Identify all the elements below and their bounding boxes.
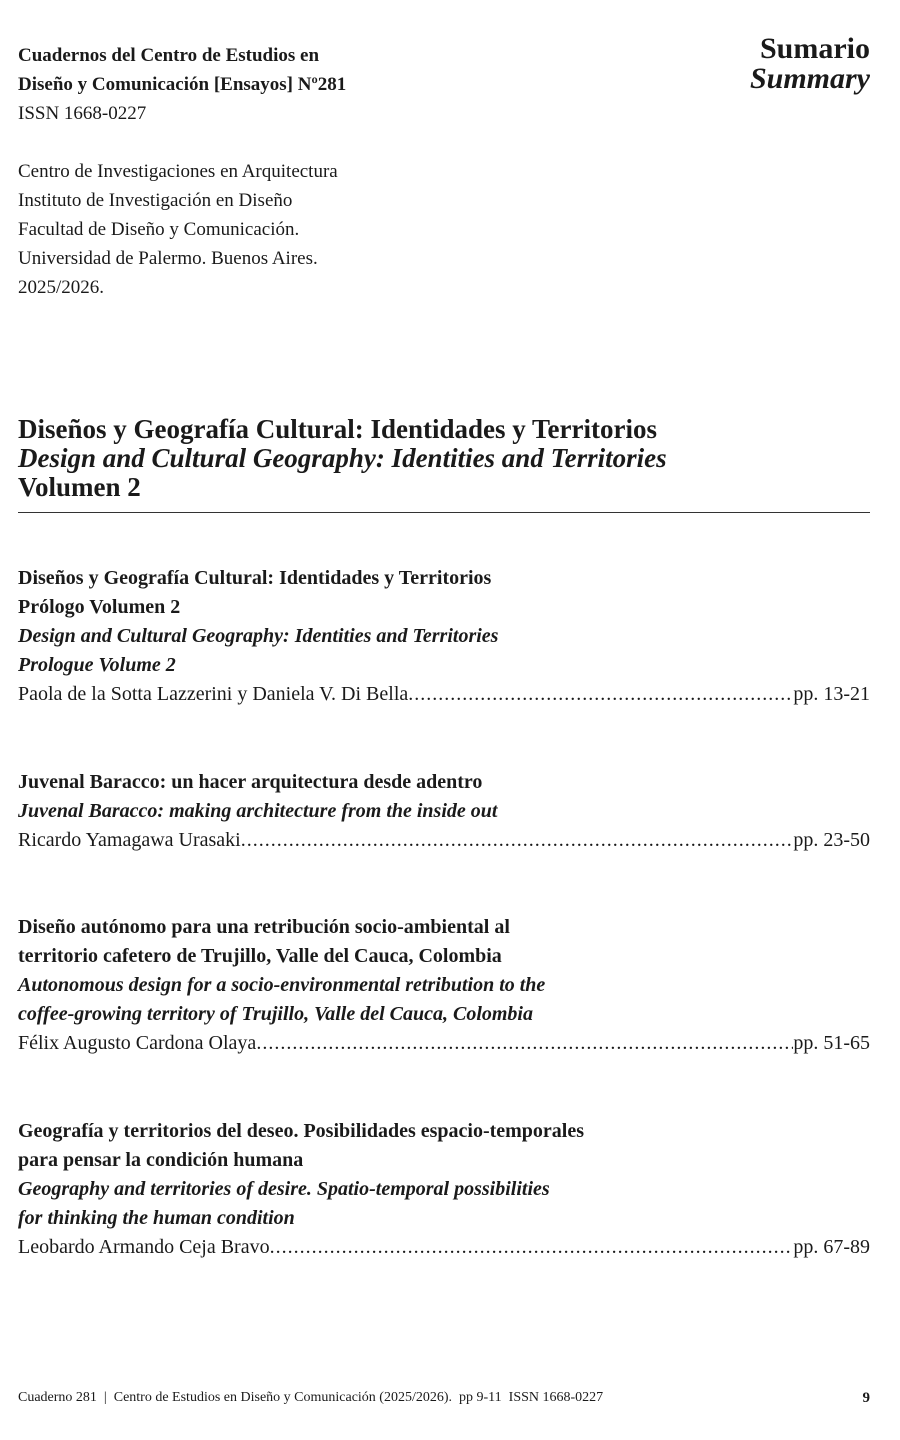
entry-authors: Félix Augusto Cardona Olaya [18, 1032, 257, 1054]
entry-author-line [18, 680, 870, 709]
entry-pages: pp. 13-21 [793, 683, 870, 705]
entry-title-en: for thinking the human condition [18, 1207, 295, 1229]
entry-author-line [18, 1029, 870, 1058]
entry-title-en: Design and Cultural Geography: Identities and Territories [18, 625, 499, 647]
toc-entry [18, 1117, 870, 1262]
entry-title-es: territorio cafetero de Trujillo, Valle del Cauca, Colombia [18, 945, 502, 967]
institution-line: 2025/2026. [18, 277, 105, 298]
entry-title-en: Geography and territories of desire. Spatio-temporal possibilities [18, 1178, 550, 1200]
institution-line: Instituto de Investigación en Diseño [18, 190, 293, 211]
toc-entry [18, 564, 870, 709]
dot-leader [270, 1233, 794, 1262]
summary-title-es: Sumario [759, 32, 870, 65]
entry-title-es: para pensar la condición humana [18, 1149, 304, 1171]
volume-title-block [18, 415, 870, 502]
dot-leader [256, 1029, 793, 1058]
entry-pages: pp. 67-89 [793, 1236, 870, 1258]
entry-authors: Ricardo Yamagawa Urasaki [18, 829, 241, 851]
summary-heading [750, 34, 870, 94]
entry-author-line [18, 1233, 870, 1262]
journal-name-line2: Diseño y Comunicación [Ensayos] Nº281 [18, 74, 347, 95]
entry-title-es: Prólogo Volumen 2 [18, 596, 181, 618]
toc-entry [18, 768, 870, 855]
dot-leader [241, 826, 794, 855]
entry-author-line [18, 826, 870, 855]
volume-title-es: Diseños y Geografía Cultural: Identidades y Territorios [18, 414, 657, 444]
footer-citation: Cuaderno 281 | Centro de Estudios en Diseño y Comunicación (2025/2026). pp 9-11 ISSN 1668-0227 [18, 1390, 604, 1405]
entry-title-es: Juvenal Baracco: un hacer arquitectura desde adentro [18, 771, 483, 793]
entry-authors: Paola de la Sotta Lazzerini y Daniela V. Di Bella [18, 683, 409, 705]
institution-block [18, 157, 338, 302]
entry-title-es: Diseños y Geografía Cultural: Identidades y Territorios [18, 567, 492, 589]
dot-leader [408, 680, 793, 709]
journal-header [18, 41, 578, 128]
entry-title-es: Geografía y territorios del deseo. Posibilidades espacio-temporales [18, 1120, 585, 1142]
entry-title-en: Juvenal Baracco: making architecture from the inside out [18, 800, 498, 822]
institution-line: Universidad de Palermo. Buenos Aires. [18, 248, 318, 269]
entry-title-en: Prologue Volume 2 [18, 654, 176, 676]
volume-number: Volumen 2 [18, 472, 141, 502]
entry-title-es: Diseño autónomo para una retribución socio-ambiental al [18, 916, 510, 938]
institution-line: Centro de Investigaciones en Arquitectura [18, 161, 338, 182]
institution-line: Facultad de Diseño y Comunicación. [18, 219, 300, 240]
entry-title-en: Autonomous design for a socio-environmental retribution to the [18, 974, 546, 996]
toc-entry [18, 913, 870, 1058]
summary-title-en: Summary [749, 62, 870, 95]
entry-pages: pp. 23-50 [793, 829, 870, 851]
page-number: 9 [862, 1390, 870, 1406]
page-footer [18, 1388, 870, 1408]
section-divider [18, 512, 870, 513]
journal-name-line1: Cuadernos del Centro de Estudios en [18, 45, 320, 66]
volume-title-en: Design and Cultural Geography: Identities and Territories [18, 443, 667, 473]
entry-pages: pp. 51-65 [793, 1032, 870, 1054]
entry-authors: Leobardo Armando Ceja Bravo [18, 1236, 270, 1258]
entry-title-en: coffee-growing territory of Trujillo, Valle del Cauca, Colombia [18, 1003, 533, 1025]
journal-issn: ISSN 1668-0227 [18, 103, 147, 124]
